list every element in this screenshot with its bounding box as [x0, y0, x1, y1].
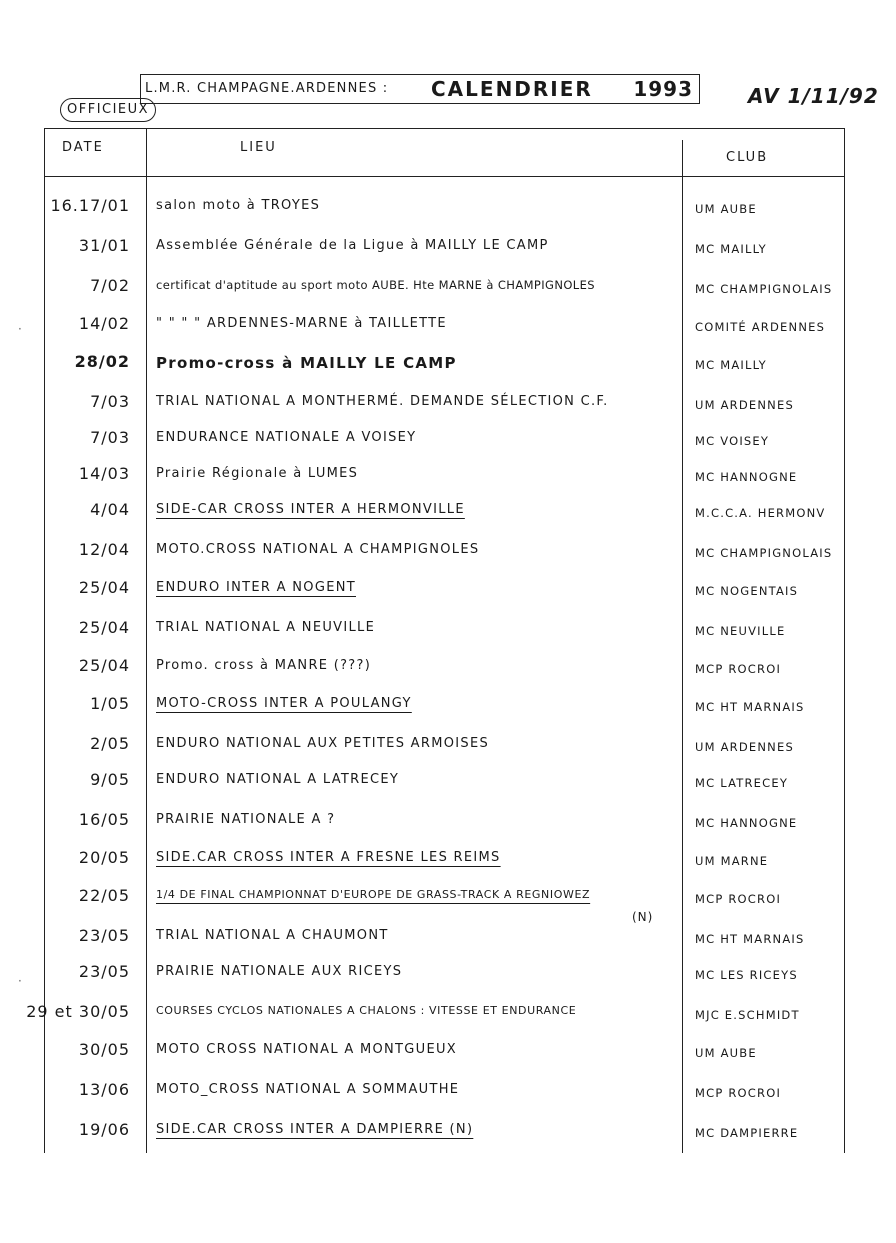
- row-club: UM AUBE: [695, 1046, 757, 1060]
- row-lieu: ENDURO NATIONAL A LATRECEY: [156, 772, 400, 787]
- header-bottom-line: [44, 176, 844, 177]
- scan-mark: ·: [18, 974, 22, 988]
- row-date: 16.17/01: [50, 196, 130, 215]
- row-lieu: " " " " ARDENNES-MARNE à TAILLETTE: [156, 316, 447, 331]
- column-header-club: CLUB: [726, 150, 769, 165]
- row-club: MC LES RICEYS: [695, 968, 798, 982]
- row-club: MC DAMPIERRE: [695, 1126, 799, 1140]
- row-lieu: Prairie Régionale à LUMES: [156, 466, 359, 481]
- row-club: UM ARDENNES: [695, 740, 794, 754]
- table-row: [0, 770, 896, 800]
- table-row: [0, 500, 896, 530]
- row-date: 28/02: [74, 352, 130, 371]
- row-club: MC NEUVILLE: [695, 624, 786, 638]
- row-date: 2/05: [90, 734, 130, 753]
- row-date: 7/03: [90, 428, 130, 447]
- table-row: [0, 540, 896, 570]
- row-lieu: PRAIRIE NATIONALE AUX RICEYS: [156, 964, 403, 979]
- title-main: CALENDRIER: [431, 77, 593, 101]
- row-club: M.C.C.A. HERMONV: [695, 506, 826, 520]
- row-date: 16/05: [78, 810, 130, 829]
- column-header-lieu: LIEU: [240, 140, 277, 155]
- row-lieu: 1/4 DE FINAL CHAMPIONNAT D'EUROPE DE GRASS-TRACK A REGNIOWEZ: [156, 888, 591, 901]
- table-row: [0, 1002, 896, 1032]
- row-date: 1/05: [90, 694, 130, 713]
- row-date: 12/04: [78, 540, 130, 559]
- row-lieu: MOTO CROSS NATIONAL A MONTGUEUX: [156, 1042, 458, 1057]
- row-club: MCP ROCROI: [695, 1086, 782, 1100]
- row-lieu: TRIAL NATIONAL A CHAUMONT: [156, 928, 389, 943]
- row-club: MC HT MARNAIS: [695, 700, 805, 714]
- table-row: [0, 618, 896, 648]
- row-date: 22/05: [78, 886, 130, 905]
- row-note: (N): [632, 910, 654, 924]
- row-club: UM AUBE: [695, 202, 757, 216]
- row-lieu: salon moto à TROYES: [156, 198, 321, 213]
- row-date: 9/05: [90, 770, 130, 789]
- table-row: [0, 464, 896, 494]
- table-row: [0, 578, 896, 608]
- row-club: UM ARDENNES: [695, 398, 794, 412]
- title-year: 1993: [633, 77, 693, 101]
- row-lieu: Promo-cross à MAILLY LE CAMP: [156, 354, 457, 372]
- row-club: MC CHAMPIGNOLAIS: [695, 546, 833, 560]
- row-club: MC HANNOGNE: [695, 470, 798, 484]
- row-club: MCP ROCROI: [695, 662, 782, 676]
- table-row: [0, 276, 896, 306]
- date-note: AV 1/11/92: [748, 84, 879, 108]
- row-date: 25/04: [78, 618, 130, 637]
- row-club: MC HANNOGNE: [695, 816, 798, 830]
- table-top-line: [44, 128, 844, 129]
- table-row: [0, 352, 896, 382]
- row-lieu: TRIAL NATIONAL A NEUVILLE: [156, 620, 376, 635]
- row-club: MC VOISEY: [695, 434, 770, 448]
- row-lieu: MOTO_CROSS NATIONAL A SOMMAUTHE: [156, 1082, 460, 1097]
- row-date: 20/05: [78, 848, 130, 867]
- row-date: 14/03: [78, 464, 130, 483]
- row-date: 25/04: [78, 656, 130, 675]
- row-lieu: ENDURO NATIONAL AUX PETITES ARMOISES: [156, 736, 490, 751]
- row-lieu: SIDE-CAR CROSS INTER A HERMONVILLE: [156, 502, 465, 517]
- row-lieu: SIDE.CAR CROSS INTER A DAMPIERRE (N): [156, 1122, 474, 1137]
- table-row: [0, 656, 896, 686]
- row-date: 29 et 30/05: [26, 1002, 130, 1021]
- table-row: [0, 392, 896, 422]
- table-row: [0, 734, 896, 764]
- row-date: 30/05: [78, 1040, 130, 1059]
- row-club: MC HT MARNAIS: [695, 932, 805, 946]
- title-league: L.M.R. CHAMPAGNE.ARDENNES :: [145, 81, 389, 96]
- table-row: [0, 236, 896, 266]
- row-date: 23/05: [78, 926, 130, 945]
- table-row: [0, 848, 896, 878]
- row-date: 13/06: [78, 1080, 130, 1099]
- row-club: COMITÉ ARDENNES: [695, 320, 826, 334]
- row-lieu: ENDURANCE NATIONALE A VOISEY: [156, 430, 417, 445]
- row-date: 4/04: [90, 500, 130, 519]
- table-row: [0, 810, 896, 840]
- scan-mark: ·: [18, 322, 22, 336]
- table-row: [0, 962, 896, 992]
- row-club: MCP ROCROI: [695, 892, 782, 906]
- title-box: [140, 74, 700, 104]
- table-row: [0, 926, 896, 956]
- row-club: MC CHAMPIGNOLAIS: [695, 282, 833, 296]
- row-lieu: PRAIRIE NATIONALE A ?: [156, 812, 336, 827]
- table-row: [0, 694, 896, 724]
- row-club: MC MAILLY: [695, 358, 767, 372]
- table-row: [0, 1040, 896, 1070]
- row-lieu: MOTO-CROSS INTER A POULANGY: [156, 696, 412, 711]
- row-club: UM MARNE: [695, 854, 769, 868]
- row-date: 23/05: [78, 962, 130, 981]
- officieux-stamp: OFFICIEUX: [60, 98, 156, 122]
- table-row: [0, 196, 896, 226]
- table-row: [0, 314, 896, 344]
- table-row: [0, 1080, 896, 1110]
- row-date: 7/03: [90, 392, 130, 411]
- row-lieu: COURSES CYCLOS NATIONALES A CHALONS : VITESSE ET ENDURANCE: [156, 1004, 577, 1017]
- row-date: 25/04: [78, 578, 130, 597]
- row-date: 14/02: [78, 314, 130, 333]
- table-row: [0, 428, 896, 458]
- row-date: 19/06: [78, 1120, 130, 1139]
- table-row: [0, 886, 896, 924]
- column-header-date: DATE: [62, 140, 104, 155]
- table-row: [0, 1120, 896, 1150]
- row-date: 7/02: [90, 276, 130, 295]
- row-club: MC MAILLY: [695, 242, 767, 256]
- row-lieu: MOTO.CROSS NATIONAL A CHAMPIGNOLES: [156, 542, 480, 557]
- row-date: 31/01: [78, 236, 130, 255]
- row-lieu: TRIAL NATIONAL A MONTHERMÉ. DEMANDE SÉLECTION C.F.: [156, 394, 609, 409]
- row-club: MJC E.SCHMIDT: [695, 1008, 800, 1022]
- row-lieu: Assemblée Générale de la Ligue à MAILLY LE CAMP: [156, 238, 549, 253]
- row-lieu: Promo. cross à MANRE (???): [156, 658, 372, 673]
- row-club: MC NOGENTAIS: [695, 584, 799, 598]
- row-lieu: ENDURO INTER A NOGENT: [156, 580, 356, 595]
- row-lieu: SIDE.CAR CROSS INTER A FRESNE LES REIMS: [156, 850, 501, 865]
- row-lieu: certificat d'aptitude au sport moto AUBE. Hte MARNE à CHAMPIGNOLES: [156, 278, 595, 292]
- row-club: MC LATRECEY: [695, 776, 789, 790]
